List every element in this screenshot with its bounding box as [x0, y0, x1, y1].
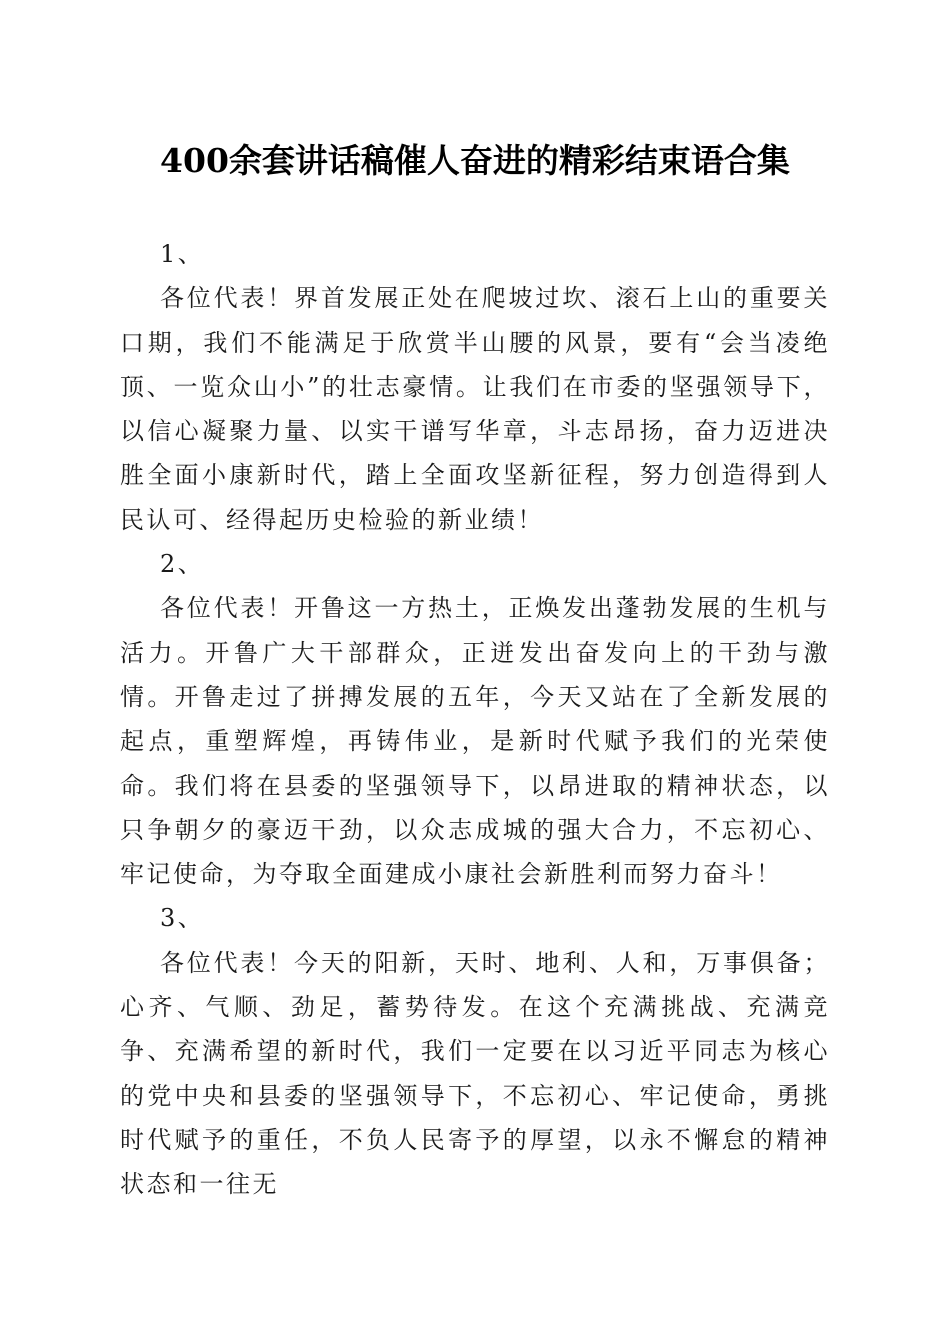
section-paragraph: 各位代表！开鲁这一方热土，正焕发出蓬勃发展的生机与活力。开鲁广大干部群众，正迸发出奋发向上的干劲与激情。开鲁走过了拼搏发展的五年，今天又站在了全新发展的起点，重塑辉煌，再铸伟业，是新时代赋予我们的光荣使命。我们将在县委的坚强领导下，以昂进取的精神状态，以只争朝夕的豪迈干劲，以众志成城的强大合力，不忘初心、牢记使命，为夺取全面建成小康社会新胜利而努力奋斗！: [120, 594, 830, 889]
section-number: 1、: [160, 240, 205, 268]
section-number: 3、: [160, 904, 205, 933]
section-paragraph: 各位代表！今天的阳新，天时、地利、人和，万事俱备；心齐、气顺、劲足，蓄势待发。在这个充满挑战、充满竞争、充满希望的新时代，我们一定要在以习近平同志为核心的党中央和县委的坚强领导下，不忘初心、牢记使命，勇挑时代赋予的重任，不负人民寄予的厚望，以永不懈怠的精神状态和一往无: [120, 948, 830, 1199]
section-paragraph: 各位代表！界首发展正处在爬坡过坎、滚石上山的重要关口期，我们不能满足于欣赏半山腰的风景，要有“会当凌绝顶、一览众山小”的壮志豪情。让我们在市委的坚强领导下，以信心凝聚力量、以实干谱写华章，斗志昂扬，奋力迈进决胜全面小康新时代，踏上全面攻坚新征程，努力创造得到人民认可、经得起历史检验的新业绩！: [120, 284, 830, 534]
document-body: [120, 232, 830, 1207]
section-number: 2、: [160, 550, 205, 579]
document-title: 400余套讲话稿催人奋进的精彩结束语合集: [160, 141, 790, 180]
